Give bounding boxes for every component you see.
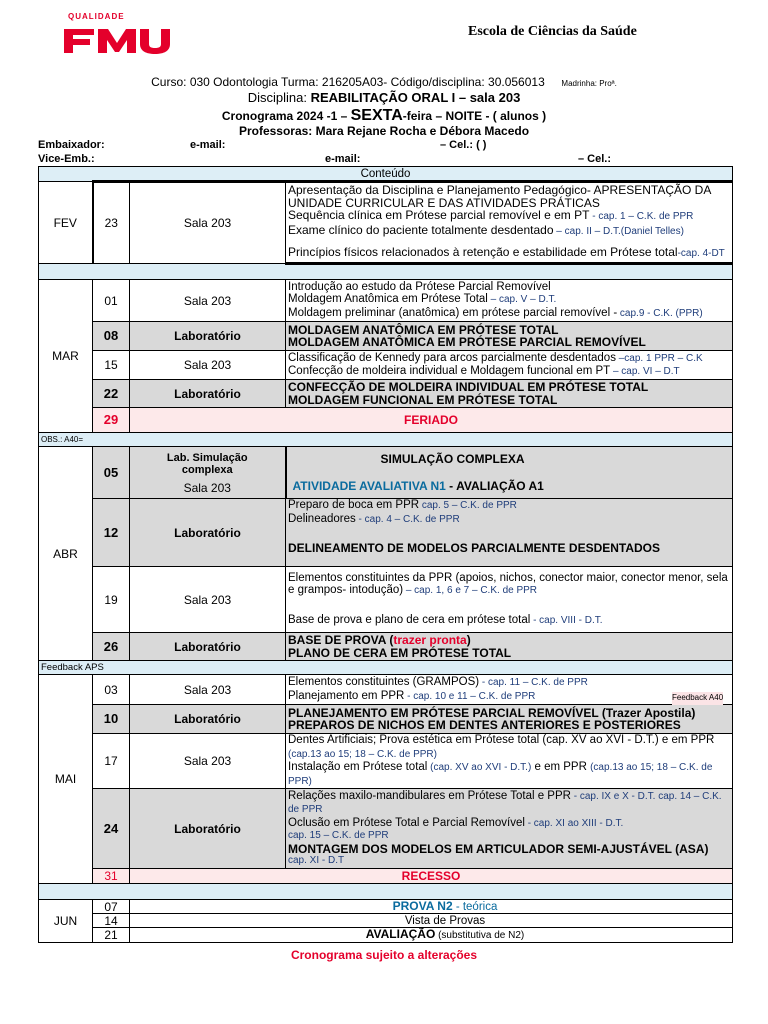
exam-label: PROVA N2 — [392, 899, 453, 913]
day-cell: 21 — [93, 928, 130, 943]
obs-row — [39, 433, 733, 447]
activity-cell — [286, 633, 733, 661]
school-name: Escola de Ciências da Saúde — [468, 24, 637, 39]
table-row — [39, 567, 733, 633]
day-cell: 15 — [93, 351, 130, 380]
day-cell: 08 — [93, 322, 130, 351]
table-row — [39, 705, 733, 734]
reference: – cap. 1, 6 e 7 – C.K. de PPR — [403, 585, 538, 597]
activity-cell — [286, 380, 733, 408]
table-row — [39, 675, 733, 705]
room-line: Sala 203 — [183, 480, 231, 495]
table-row — [39, 928, 733, 943]
day-cell: 26 — [93, 633, 130, 661]
activity-line: e em PPR — [531, 761, 591, 773]
schedule-day: SEXTA — [350, 107, 403, 124]
activity-line: Sequência clínica em Prótese parcial removível e em PT — [288, 208, 590, 223]
day-cell: 17 — [93, 734, 130, 789]
month-cell: JUN — [39, 900, 93, 943]
vice-phone: – Cel.: — [578, 153, 612, 165]
activity-cell — [286, 567, 733, 633]
activity-cell — [286, 675, 733, 705]
activity-line: Introdução ao estudo da Prótese Parcial Removível — [288, 280, 551, 293]
schedule-title-a: Cronograma 2024 -1 – — [221, 109, 348, 123]
activity-line: Apresentação da Disciplina e Planejamento Pedagógico- APRESENTAÇÃO DA UNIDADE CURRICULAR E DAS ATIVIDADES PRÁTICAS — [288, 183, 711, 210]
activity-line: Confecção de moldeira individual e Moldagem funcional em PT — [288, 365, 611, 377]
room-line: Lab. Simulação complexa — [166, 451, 248, 476]
obs-note: OBS.: A40= — [39, 433, 733, 447]
day-cell: 05 — [93, 447, 130, 499]
madrinha: Madrinha: Proª. — [561, 79, 617, 88]
table-row — [39, 351, 733, 380]
reference: cap. 5 – C.K. de PPR — [419, 500, 517, 511]
course-info: Curso: 030 Odontologia Turma: 216205A03- Código/disciplina: 30.056013 — [151, 75, 545, 89]
room-cell: Sala 203 — [130, 567, 286, 633]
room-cell: Sala 203 — [130, 351, 286, 380]
activity-line: Delineadores — [288, 512, 356, 525]
assessment-value: - AVALIAÇÃO A1 — [445, 478, 544, 493]
activity-cell — [286, 789, 733, 869]
month-cell: ABR — [39, 447, 93, 661]
reference: – cap. II – D.T.(Daniel Telles) — [553, 225, 684, 237]
table-row — [39, 869, 733, 884]
highlight: trazer pronta — [393, 633, 467, 647]
room-cell: Laboratório — [130, 322, 286, 351]
table-row — [39, 914, 733, 928]
day-cell: 12 — [93, 499, 130, 567]
assessment-label: ATIVIDADE AVALIATIVA N1 — [292, 478, 446, 493]
activity-line: Planejamento em PPR — [288, 689, 405, 702]
vice-email: e-mail: — [325, 153, 361, 165]
reference: cap.9 - C.K. (PPR) — [617, 307, 703, 319]
room-cell: Laboratório — [130, 380, 286, 408]
room-cell: Laboratório — [130, 499, 286, 567]
day-cell: 03 — [93, 675, 130, 705]
day-cell: 24 — [93, 789, 130, 869]
recess-label: RECESSO — [130, 869, 733, 884]
activity-line: Elementos constituintes (GRAMPOS) — [288, 676, 480, 688]
activity-line: Exame clínico do paciente totalmente desdentado — [288, 222, 554, 237]
month-cell: FEV — [39, 182, 93, 264]
table-row — [39, 447, 733, 499]
day-cell: 10 — [93, 705, 130, 734]
exam-type: - teórica — [452, 901, 498, 913]
reference: cap. XI - D.T — [288, 855, 345, 866]
table-row — [39, 408, 733, 433]
table-header-row — [39, 167, 733, 182]
activity-line: MOLDAGEM FUNCIONAL EM PRÓTESE TOTAL — [288, 392, 558, 407]
activity-line: MOLDAGEM ANATÔMICA EM PRÓTESE PARCIAL REMOVÍVEL — [288, 335, 646, 349]
activity-line: PLANEJAMENTO EM PRÓTESE PARCIAL REMOVÍVEL (Trazer Apostila) — [288, 705, 696, 720]
reference: –cap. 1 PPR – C.K — [615, 352, 703, 364]
activity-line: Classificação de Kennedy para arcos parcialmente desdentados — [288, 351, 616, 364]
discipline-line — [0, 90, 768, 105]
activity-line: Dentes Artificiais; Prova estética em Prótese total (cap. XV ao XVI - D.T.) e em PPR — [288, 734, 715, 746]
table-row — [39, 182, 733, 264]
holiday-label: FERIADO — [130, 408, 733, 433]
day-cell: 29 — [93, 408, 130, 433]
content-header: Conteúdo — [39, 167, 733, 182]
reference: - cap. 10 e 11 – C.K. de PPR — [404, 690, 536, 702]
table-row — [39, 322, 733, 351]
schedule-table — [38, 166, 733, 943]
ambassador-label: Embaixador: — [38, 139, 105, 151]
room-cell: Laboratório — [130, 633, 286, 661]
room-cell: Sala 203 — [130, 734, 286, 789]
ambassador-email: e-mail: — [190, 139, 226, 151]
activity-cell — [286, 182, 733, 264]
reference: - cap. XI ao XIII - D.T. — [524, 817, 624, 829]
reference: cap. 15 – C.K. de PPR — [288, 830, 389, 841]
activity-line: MOLDAGEM ANATÔMICA EM PRÓTESE TOTAL — [288, 322, 559, 337]
activity-cell: Vista de Provas — [130, 914, 733, 928]
reference: - cap. 4 – C.K. de PPR — [355, 513, 460, 525]
activity-line: DELINEAMENTO DE MODELOS PARCIALMENTE DESDENTADOS — [288, 541, 661, 555]
table-row — [39, 280, 733, 322]
activity-line: BASE DE PROVA ( — [288, 633, 394, 647]
table-row — [39, 789, 733, 869]
reference: -cap. 4-DT — [677, 248, 725, 260]
activity-line: Elementos constituintes da PPR (apoios, nichos, conector maior, conector menor, sela e grampos- intodução) — [288, 571, 728, 597]
activity-cell — [286, 705, 733, 734]
vice-label: Vice-Emb.: — [38, 153, 95, 165]
spacer-row — [39, 264, 733, 280]
table-row — [39, 499, 733, 567]
day-cell: 23 — [93, 182, 130, 264]
activity-cell — [286, 351, 733, 380]
logo-tag: QUALIDADE — [68, 12, 125, 21]
schedule-title-c: -feira – NOITE - ( alunos ) — [402, 109, 547, 123]
reference: - cap. VIII - D.T. — [530, 614, 603, 626]
reference: (cap. XV ao XVI - D.T.) — [427, 762, 532, 773]
activity-cell — [286, 280, 733, 322]
reference: – cap. V – D.T. — [487, 294, 557, 306]
activity-line: Relações maxilo-mandibulares em Prótese Total e PPR — [288, 789, 571, 802]
table-row — [39, 734, 733, 789]
footer-note: Cronograma sujeito a alterações — [290, 948, 478, 962]
day-cell: 07 — [93, 900, 130, 914]
spacer-row — [39, 884, 733, 900]
activity-line: ) — [466, 633, 471, 647]
feedback-note: Feedback APS — [39, 661, 733, 675]
room-cell: Sala 203 — [130, 182, 286, 264]
schedule-title — [0, 107, 768, 125]
reference: (cap.13 ao 15; 18 – C.K. de PPR) — [288, 762, 713, 787]
activity-cell — [286, 322, 733, 351]
reference: - cap. 11 – C.K. de PPR — [479, 677, 588, 688]
activity-line: Oclusão em Prótese Total e Parcial Removível — [288, 816, 525, 829]
ambassador-phone: – Cel.: ( ) — [440, 139, 487, 151]
activity-line: MONTAGEM DOS MODELOS EM ARTICULADOR SEMI-AJUSTÁVEL (ASA) — [288, 841, 709, 856]
room-cell: Laboratório — [130, 705, 286, 734]
activity-line: SIMULAÇÃO COMPLEXA — [380, 452, 525, 466]
fmu-logo-mark — [62, 25, 178, 55]
reference: – cap. VI – D.T — [610, 366, 680, 377]
feedback-tag: Feedback A40 — [672, 692, 723, 705]
day-cell: 22 — [93, 380, 130, 408]
activity-line: Preparo de boca em PPR — [288, 499, 420, 511]
day-cell: 31 — [93, 869, 130, 884]
activity-line: Moldagem preliminar (anatômica) em prótese parcial removível - — [288, 306, 618, 319]
activity-line: PREPAROS DE NICHOS EM DENTES ANTERIORES E POSTERIORES — [288, 718, 681, 732]
activity-cell — [130, 900, 733, 914]
room-cell — [130, 447, 286, 499]
reference: - cap. IX e X - D.T. cap. 14 – C.K. de PPR — [288, 790, 722, 815]
fmu-logo — [62, 12, 180, 58]
day-cell: 01 — [93, 280, 130, 322]
room-cell: Sala 203 — [130, 675, 286, 705]
day-cell: 14 — [93, 914, 130, 928]
month-cell: MAR — [39, 280, 93, 433]
evaluation-label: AVALIAÇÃO — [365, 927, 436, 941]
table-row — [39, 900, 733, 914]
activity-line: CONFECÇÃO DE MOLDEIRA INDIVIDUAL EM PRÓTESE TOTAL — [288, 380, 649, 394]
room-cell: Sala 203 — [130, 280, 286, 322]
reference: - cap. 1 – C.K. de PPR — [589, 211, 694, 223]
activity-line: Princípios físicos relacionados à retenção e estabilidade em Prótese total — [288, 245, 678, 260]
table-row — [39, 633, 733, 661]
professors: Professoras: Mara Rejane Rocha e Débora Macedo — [238, 124, 530, 138]
activity-line: PLANO DE CERA EM PRÓTESE TOTAL — [288, 645, 512, 660]
activity-cell — [286, 499, 733, 567]
activity-line: Instalação em Prótese total — [288, 761, 428, 773]
room-cell: Laboratório — [130, 789, 286, 869]
reference: (cap.13 ao 15; 18 – C.K. de PPR) — [288, 748, 437, 760]
table-row — [39, 380, 733, 408]
activity-cell — [286, 447, 733, 499]
activity-line: Moldagem Anatômica em Prótese Total — [288, 293, 488, 306]
course-line — [0, 75, 768, 89]
discipline-label: Disciplina: — [247, 90, 307, 105]
activity-cell — [286, 734, 733, 789]
activity-line: Base de prova e plano de cera em prótese total — [288, 613, 531, 626]
month-cell: MAI — [39, 675, 93, 884]
discipline-name: REABILITAÇÃO ORAL I – sala 203 — [310, 90, 521, 105]
evaluation-note: (substitutiva de N2) — [435, 930, 525, 941]
activity-cell — [130, 928, 733, 943]
feedback-row — [39, 661, 733, 675]
day-cell: 19 — [93, 567, 130, 633]
